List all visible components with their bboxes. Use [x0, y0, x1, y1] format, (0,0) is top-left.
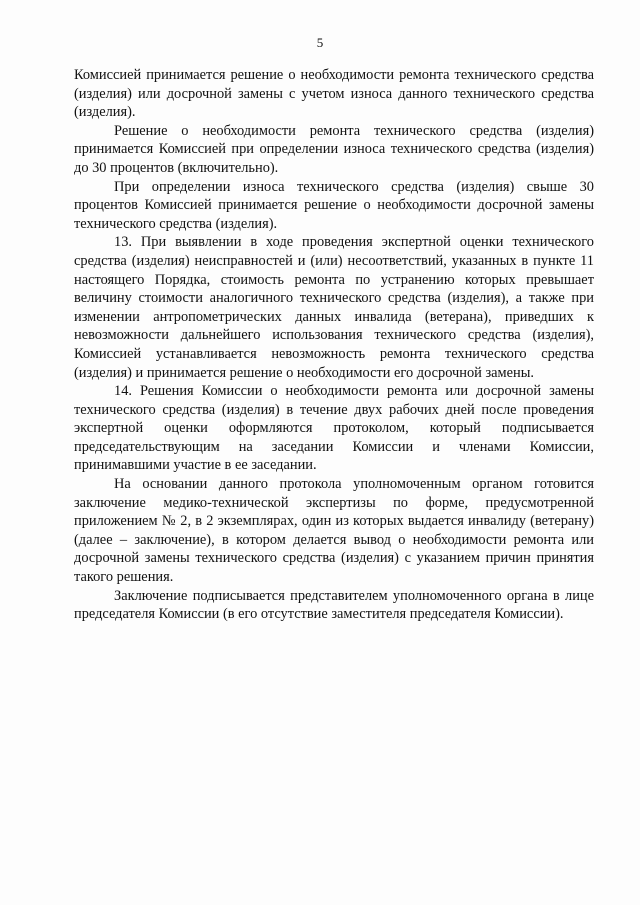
paragraph-item-14: 14. Решения Комиссии о необходимости ремонта или досрочной замены технического средства (изделия) в течение двух рабочих дней после проведения экспертной оценки оформляются протоколом, который подписывается председательствующим на заседании Комиссии и членами Комиссии, принимавшими участие в ее заседании.	[74, 383, 594, 474]
paragraph-replacement-decision: При определении износа технического средства (изделия) свыше 30 процентов Комиссией принимается решение о необходимости досрочной замены технического средства (изделия).	[74, 178, 594, 232]
paragraph-conclusion-preparation: На основании данного протокола уполномоченным органом готовится заключение медико-технической экспертизы по форме, предусмотренной приложением № 2, в 2 экземплярах, один из которых выдается инвалиду (ветерану) (далее – заключение), в котором делается вывод о необходимости ремонта или досрочной замены технического средства (изделия) с указанием причин принятия такого решения.	[74, 476, 594, 586]
paragraph-repair-decision: Решение о необходимости ремонта технического средства (изделия) принимается Комиссией при определении износа технического средства (изделия) до 30 процентов (включительно).	[74, 122, 594, 176]
document-body	[74, 66, 594, 624]
paragraph-conclusion-signature: Заключение подписывается представителем уполномоченного органа в лице председателя Комиссии (в его отсутствие заместителя председателя Комиссии).	[74, 587, 594, 623]
paragraph-continuation: Комиссией принимается решение о необходимости ремонта технического средства (изделия) или досрочной замены с учетом износа данного технического средства (изделия).	[74, 67, 594, 121]
page-number: 5	[316, 35, 324, 50]
paragraph-item-13: 13. При выявлении в ходе проведения экспертной оценки технического средства (изделия) неисправностей и (или) несоответствий, указанных в пункте 11 настоящего Порядка, стоимость ремонта по устранению которых превышает величину стоимости аналогичного технического средства (изделия), а также при изменении антропометрических данных инвалида (ветерана), приведших к невозможности дальнейшего использования технического средства (изделия), Комиссией устанавливается невозможность ремонта технического средства (изделия) и принимается решение о необходимости его досрочной замены.	[74, 234, 594, 381]
